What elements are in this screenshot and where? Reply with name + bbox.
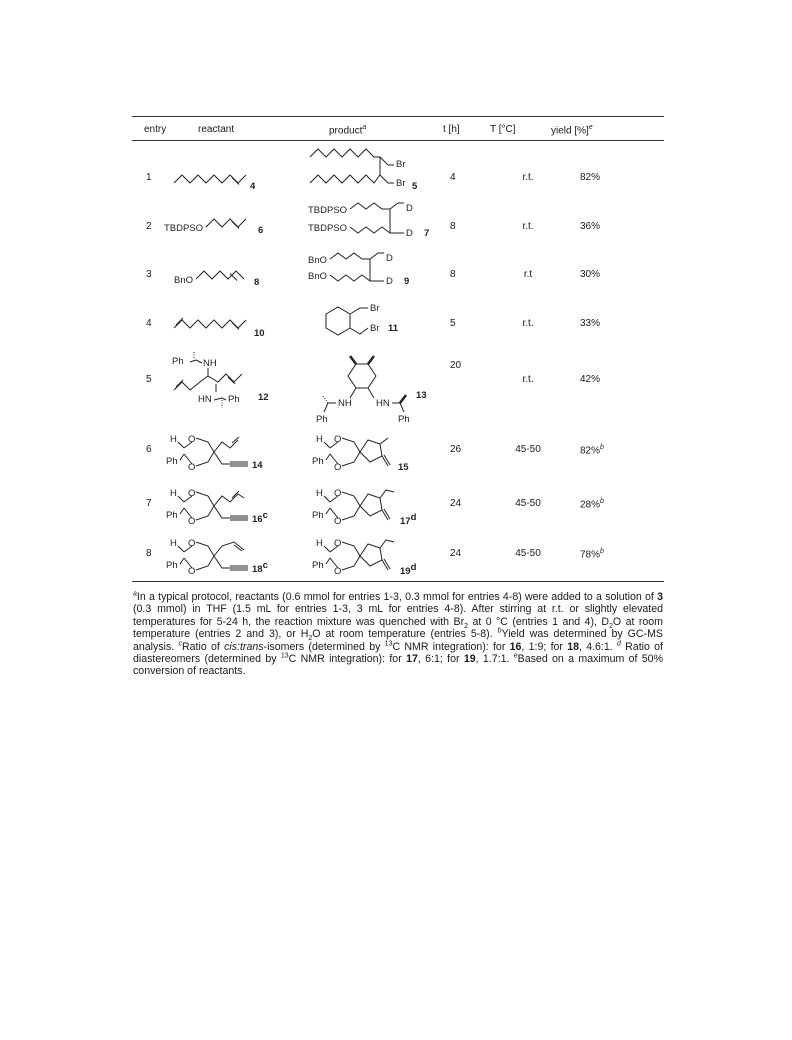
table-top-rule [132, 116, 664, 117]
product-structure [308, 199, 448, 243]
header-reactant: reactant [198, 124, 235, 135]
svg-text:BnO: BnO [308, 271, 328, 282]
table-footnotes: $^a$In a typical protocol, reactants (0.6 mmol for entries 1-3, 0.3 mmol for entries 4-8) were added to a solution of 3 (0.3 mmol) in THF (1.5 mL for entries 1-3, 3 mL for entries 4-8). After stirring at r.t. or slightly elevated temperatures for 5-24 h, the reaction mixture was quenched with $Br_2$ at 0 °C (entries 1 and 4), $D_2O$ at room temperature (entries 2 and 3), or $H_2O$ at room temperature (entries 5-8). $^b$Yield was determined by GC-MS analysis. $^c$Ratio of cis:trans-isomers (determined by $^{13}$C NMR integration): for 16, 1:9; for 18, 4.6:1. $^d$ Ratio of diastereomers (determined by $^{13}$C NMR integration): for 17, 6:1; for 19, 1.7:1. $^e$Based on a maximum of 50% conversion of reactants. [133, 590, 663, 678]
compound-number: 5 [412, 181, 418, 192]
time-value: 8 [450, 221, 456, 232]
time-value: 24 [450, 548, 462, 559]
svg-text:Ph: Ph [228, 394, 240, 405]
compound-number: 11 [388, 323, 399, 334]
svg-text:Br: Br [370, 323, 380, 334]
svg-text:NH: NH [203, 358, 217, 369]
reactant-structure [162, 209, 272, 239]
yield-value: 82%$^b$ [580, 444, 604, 457]
svg-text:H: H [170, 434, 177, 445]
svg-text:H: H [316, 488, 323, 499]
product-structure [304, 430, 434, 478]
product-structure [304, 484, 434, 530]
svg-text:O: O [334, 462, 342, 473]
yield-value: 36% [580, 221, 601, 232]
table-row [132, 484, 664, 530]
entry-number: 2 [146, 221, 152, 232]
header-yield: yield [%]$^e$ [551, 124, 593, 137]
svg-text:O: O [188, 462, 196, 473]
reactant-structure [170, 308, 280, 338]
svg-text:Ph: Ph [166, 560, 178, 571]
temp-value: r.t [523, 269, 533, 280]
svg-text:D: D [386, 253, 393, 264]
compound-number: 10 [254, 328, 265, 339]
reactant-structure [164, 534, 284, 578]
compound-number: 9 [404, 276, 410, 287]
temp-value: r.t. [522, 172, 534, 183]
compound-number: 18c [252, 560, 268, 575]
time-value: 20 [450, 360, 462, 371]
svg-text:NH: NH [338, 398, 352, 409]
compound-number: 17d [400, 512, 417, 527]
reactant-structure [172, 259, 272, 289]
yield-value: 82% [580, 172, 601, 183]
yield-value: 28%$^b$ [580, 498, 604, 511]
svg-text:Br: Br [396, 178, 406, 189]
entry-number: 5 [146, 374, 152, 385]
product-structure [304, 350, 444, 428]
entry-number: 7 [146, 498, 152, 509]
svg-text:Br: Br [396, 159, 406, 170]
compound-number: 16c [252, 510, 268, 525]
svg-text:Ph: Ph [166, 456, 178, 467]
yield-value: 42% [580, 374, 601, 385]
svg-text:Br: Br [370, 303, 380, 314]
svg-text:H: H [316, 434, 323, 445]
svg-text:D: D [406, 203, 413, 214]
time-value: 26 [450, 444, 462, 455]
reactant-structure [164, 484, 284, 530]
svg-text:H: H [316, 538, 323, 549]
svg-text:TBDPSO: TBDPSO [164, 223, 204, 234]
compound-number: 6 [258, 225, 264, 236]
svg-text:O: O [188, 566, 196, 577]
svg-text:O: O [334, 538, 342, 549]
table-bottom-rule [132, 581, 664, 582]
svg-text:Ph: Ph [316, 414, 328, 425]
svg-text:D: D [406, 228, 413, 239]
time-value: 8 [450, 269, 456, 280]
product-structure [320, 300, 440, 342]
time-value: 5 [450, 318, 456, 329]
svg-text:O: O [188, 516, 196, 527]
reactant-structure [168, 350, 288, 428]
temp-value: r.t. [522, 221, 534, 232]
temp-value: r.t. [522, 318, 534, 329]
table-header-rule [132, 140, 664, 141]
header-temp: T [°C] [490, 124, 516, 135]
time-value: 4 [450, 172, 456, 183]
reactant-structure [164, 430, 284, 478]
header-product: product$^a$ [329, 124, 367, 137]
product-structure [304, 534, 434, 578]
table-row [132, 350, 664, 428]
table-row [132, 147, 664, 197]
table-row [132, 199, 664, 245]
table-row [132, 298, 664, 342]
svg-text:O: O [188, 488, 196, 499]
compound-number: 8 [254, 277, 260, 288]
yield-value: 33% [580, 318, 601, 329]
svg-text:O: O [334, 434, 342, 445]
compound-number: 4 [250, 181, 256, 192]
table-row [132, 430, 664, 478]
svg-text:Ph: Ph [312, 456, 324, 467]
entry-number: 4 [146, 318, 152, 329]
compound-number: 13 [416, 390, 427, 401]
svg-text:HN: HN [376, 398, 390, 409]
temp-value: 45-50 [515, 444, 541, 455]
temp-value: 45-50 [515, 548, 541, 559]
entry-number: 8 [146, 548, 152, 559]
entry-number: 1 [146, 172, 152, 183]
header-entry: entry [144, 124, 167, 135]
svg-text:O: O [188, 538, 196, 549]
reactant-structure [170, 161, 270, 191]
svg-text:BnO: BnO [308, 255, 328, 266]
temp-value: r.t. [522, 374, 534, 385]
yield-value: 30% [580, 269, 601, 280]
compound-number: 19d [400, 562, 417, 577]
header-time: t [h] [443, 124, 460, 135]
svg-text:Ph: Ph [312, 510, 324, 521]
svg-text:O: O [334, 516, 342, 527]
entry-number: 3 [146, 269, 152, 280]
temp-value: 45-50 [515, 498, 541, 509]
yield-value: 78%$^b$ [580, 548, 604, 561]
svg-text:Ph: Ph [172, 356, 184, 367]
compound-number: 7 [424, 228, 430, 239]
product-structure [308, 249, 438, 293]
svg-text:Ph: Ph [312, 560, 324, 571]
svg-text:O: O [334, 488, 342, 499]
svg-text:BnO: BnO [174, 275, 194, 286]
compound-number: 14 [252, 460, 263, 471]
svg-text:TBDPSO: TBDPSO [308, 223, 348, 234]
svg-text:O: O [188, 434, 196, 445]
svg-text:HN: HN [198, 394, 212, 405]
svg-text:Ph: Ph [398, 414, 410, 425]
time-value: 24 [450, 498, 462, 509]
table-row [132, 249, 664, 293]
svg-text:H: H [170, 538, 177, 549]
compound-number: 15 [398, 462, 409, 473]
svg-text:Ph: Ph [166, 510, 178, 521]
compound-number: 12 [258, 392, 269, 403]
table-row [132, 534, 664, 578]
entry-number: 6 [146, 444, 152, 455]
svg-text:O: O [334, 566, 342, 577]
svg-text:H: H [170, 488, 177, 499]
svg-text:TBDPSO: TBDPSO [308, 205, 348, 216]
product-structure [308, 147, 438, 195]
svg-text:D: D [386, 276, 393, 287]
